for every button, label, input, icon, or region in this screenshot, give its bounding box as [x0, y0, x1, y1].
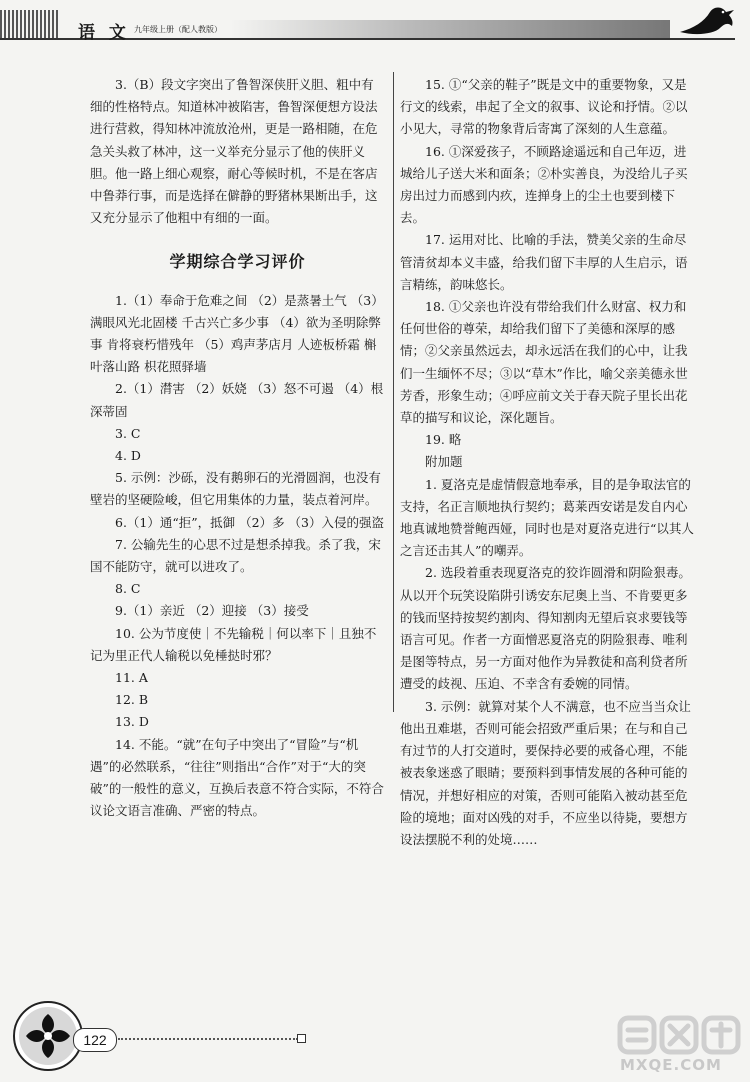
- answer-item: 6.（1）通“拒”，抵御 （2）多 （3）入侵的强盗: [115, 514, 385, 530]
- header-gradient: [230, 20, 670, 38]
- answer-item: 17. 运用对比、比喻的手法，赞美父亲的生命尽管清贫却本义丰盛，给我们留下丰厚的人生启示，语言精练，韵味悠长。: [400, 232, 688, 292]
- answer-paragraph: 3.（B）段文字突出了鲁智深侠肝义胆、粗中有细的性格特点。知道林冲被陷害，鲁智深便想方设法进行营救，得知林冲流放沧州，更是一路相随，在危急关头救了林冲，这一义举充分显示了他的侠肝义胆。他一路上细心观察，耐心等候时机，不是在客店中鲁莽行事，而是选择在僻静的野猪林果断出手，这又充分显示了他粗中有细的一面。: [90, 77, 378, 226]
- answer-item: 14. 不能。“就”在句子中突出了“冒险”与“机遇”的必然联系，“往往”则指出“合作”对于“大的突破”的一般性的意义，互换后表意不符合实际，不符合议论文语言准确、严密的特点。: [90, 736, 384, 819]
- appendix-item: 3. 示例：就算对某个人不满意，也不应当当众让他出丑难堪，否则可能会招致严重后果；在与和自己有过节的人打交道时，要保持必要的戒备心理，不能被表象迷惑了眼睛；要预料到事情发展的各种可能的情况，并想好相应的对策，否则可能陷入被动甚至危险的境地；面对凶残的对手，不应坐以待毙，要想方设法摆脱不利的处境……: [400, 698, 691, 847]
- grade-label: 九年级上册（配人教版）: [134, 25, 222, 34]
- appendix-title: 附加题: [425, 454, 463, 470]
- section-title: 学期综合学习评价: [169, 252, 306, 272]
- header-stripes: [0, 10, 60, 38]
- page-number: 122: [73, 1028, 117, 1052]
- page-header: [0, 0, 750, 50]
- answer-item: 15. ①“父亲的鞋子”既是文中的重要物象，又是行文的线索，串起了全文的叙事、议论和抒情。②以小见大，寻常的物象背后寄寓了深刻的人生意蕴。: [400, 77, 688, 137]
- column-divider: [393, 72, 394, 712]
- left-column: [90, 74, 385, 823]
- answer-item: 7. 公输先生的心思不过是想杀掉我。杀了我，宋国不能防守，就可以进攻了。: [90, 536, 381, 575]
- answer-item: 13. D: [115, 714, 149, 730]
- answer-item: 9.（1）亲近 （2）迎接 （3）接受: [115, 603, 309, 619]
- answer-item: 18. ①父亲也许没有带给我们什么财富、权力和任何世俗的尊荣，却给我们留下了美德和深厚的感情；②父亲虽然远去，却永远活在我们的心中，让我们一生缅怀不尽；③以“草木”作比，喻父亲美德永世芳香，形象生动；④呼应前文关于春天院子里长出花草的描写和议论，深化题旨。: [400, 299, 688, 426]
- answer-item: 3. C: [115, 425, 141, 441]
- answer-item: 11. A: [115, 670, 148, 686]
- answer-item: 4. D: [115, 448, 141, 464]
- answer-item: 5. 示例：沙砾，没有鹅卵石的光滑圆润，也没有壁岩的坚硬险峻，但它用集体的力量，装点着河岸。: [90, 470, 381, 508]
- answer-item: 8. C: [115, 581, 141, 597]
- appendix-item: 1. 夏洛克是虚情假意地奉承，目的是争取法官的支持，名正言顺地执行契约；葛莱西安诺是发自内心地真诚地赞誉鲍西娅，同时也是对夏洛克进行“以其人之言还击其人”的嘲弄。: [400, 476, 694, 559]
- answer-item: 12. B: [115, 692, 149, 708]
- answer-item: 2.（1）潸害 （2）妖娆 （3）怒不可遏 （4）根深蒂固: [90, 381, 384, 419]
- footer-end-square: [297, 1034, 306, 1043]
- answer-item: 16. ①深爱孩子，不顾路途遥远和自己年迈，进城给儿子送大米和面条；②朴实善良，为没给儿子买房出过力而感到内疚，连掸身上的尘土也要到楼下去。: [400, 143, 688, 226]
- bird-logo-icon: [676, 2, 736, 42]
- answer-item: 1.（1）奉命于危难之间 （2）是蒸暑土气 （3）满眼风光北固楼 千古兴亡多少事 （4）欲为圣明除弊事 肯将衰朽惜残年 （5）鸡声茅店月 人迹板桥霜 槲叶落山路 枳花照驿墙: [90, 292, 384, 375]
- right-column: [400, 74, 696, 851]
- subject-label: 语 文: [78, 23, 130, 43]
- watermark-url: MXQE.COM: [620, 1056, 722, 1074]
- appendix-item: 2. 选段着重表现夏洛克的狡诈圆滑和阴险狠毒。从以开个玩笑设陷阱引诱安东尼奥上当、不肯要更多的钱而坚持按契约割肉、得知割肉无望后哀求要钱等语言可见。作者一方面憎恶夏洛克的阴险狠毒、唯利是图等特点，另一方面对他作为异教徒和高利贷者所遭受的歧视、压迫、不幸含有委婉的同情。: [400, 565, 691, 692]
- answer-item: 19. 略: [425, 432, 462, 448]
- answer-item: 10. 公为节度使｜不先输税｜何以率下｜且独不记为里正代人输税以免棰挞时邪？: [90, 625, 377, 663]
- footer-dotted-line: [118, 1038, 298, 1040]
